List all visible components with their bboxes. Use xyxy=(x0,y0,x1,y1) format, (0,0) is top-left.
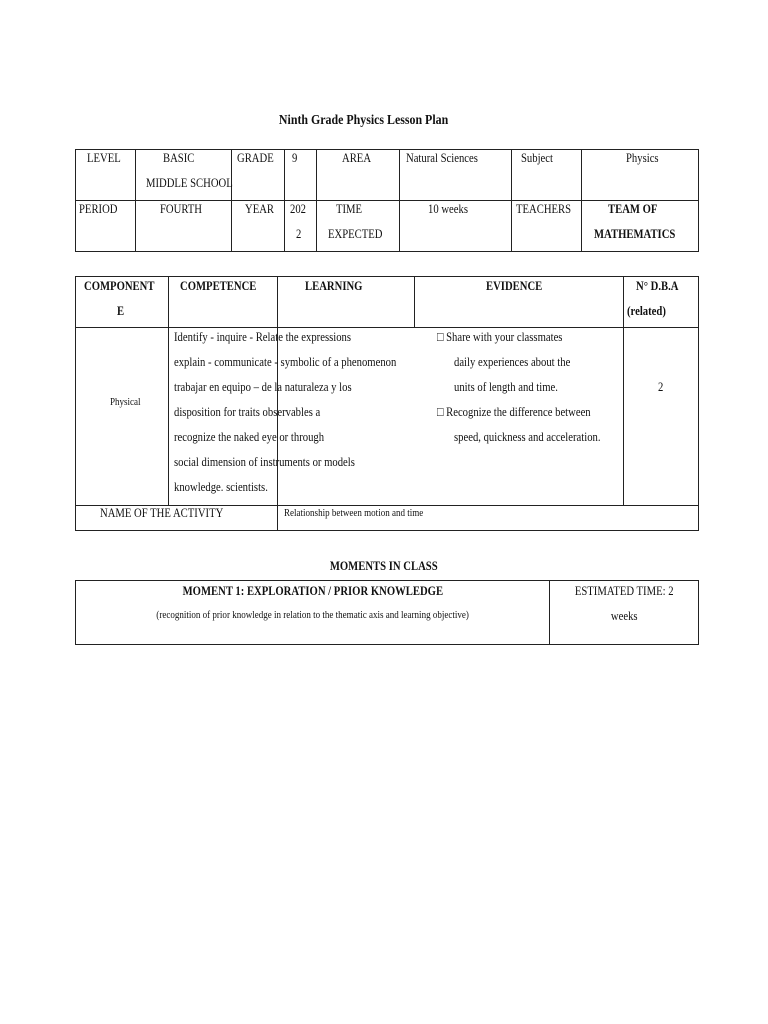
page-title-text: Ninth Grade Physics Lesson Plan xyxy=(279,113,449,128)
competence-line: recognize the naked eye or through xyxy=(174,429,325,444)
evidence-line: daily experiences about the xyxy=(454,354,571,369)
page-title xyxy=(0,111,768,129)
estimated-time-line1: ESTIMATED TIME: 2 xyxy=(575,583,674,598)
year-value-line2: 2 xyxy=(296,226,302,241)
grade-value: 9 xyxy=(292,150,298,165)
competence-line: disposition for traits observables a xyxy=(174,404,321,419)
component-value: Physical xyxy=(110,396,141,408)
evidence-line: speed, quickness and acceleration. xyxy=(454,429,601,444)
component-header-line1: COMPONENT xyxy=(84,278,155,293)
evidence-line: units of length and time. xyxy=(454,379,558,394)
subject-value: Physics xyxy=(626,150,659,165)
dba-header-line2: (related) xyxy=(627,303,666,318)
competence-line: social dimension of instruments or models xyxy=(174,454,355,469)
competence-line: explain - communicate - symbolic of a phenomenon xyxy=(174,354,397,369)
teachers-value-line2: MATHEMATICS xyxy=(594,226,676,241)
activity-value: Relationship between motion and time xyxy=(284,507,424,519)
competence-header: COMPETENCE xyxy=(180,278,257,293)
competence-line: Identify - inquire - Relate the expressions xyxy=(174,329,352,344)
teachers-label: TEACHERS xyxy=(516,201,572,216)
subject-label: Subject xyxy=(521,150,553,165)
time-value: 10 weeks xyxy=(428,201,468,216)
evidence-line: □ Recognize the difference between xyxy=(437,404,591,419)
area-label: AREA xyxy=(342,150,372,165)
competence-line: knowledge. scientists. xyxy=(174,479,268,494)
year-label: YEAR xyxy=(245,201,275,216)
moments-heading xyxy=(0,553,768,578)
evidence-text xyxy=(437,324,633,449)
moment-1-title: MOMENT 1: EXPLORATION / PRIOR KNOWLEDGE xyxy=(182,583,443,598)
dba-header-line1: N° D.B.A xyxy=(636,278,679,293)
moment-1-desc-wrap xyxy=(76,603,549,628)
period-label: PERIOD xyxy=(79,201,118,216)
estimated-time-line2: weeks xyxy=(611,608,638,623)
moment-1-title-wrap xyxy=(76,578,549,603)
estimated-time-line1-wrap xyxy=(550,578,699,603)
period-value: FOURTH xyxy=(160,201,203,216)
estimated-time-line2-wrap xyxy=(550,603,699,628)
evidence-header: EVIDENCE xyxy=(486,278,543,293)
competence-line: trabajar en equipo – de la naturaleza y los xyxy=(174,379,352,394)
moment-1-desc: (recognition of prior knowledge in relation to the thematic axis and learning objective) xyxy=(156,609,469,621)
evidence-line: □ Share with your classmates xyxy=(437,329,563,344)
level-value-line1: BASIC xyxy=(163,150,195,165)
dba-value: 2 xyxy=(658,379,664,394)
time-label-line2: EXPECTED xyxy=(328,226,383,241)
area-value: Natural Sciences xyxy=(406,150,478,165)
time-label-line1: TIME xyxy=(336,201,363,216)
teachers-value-line1: TEAM OF xyxy=(608,201,658,216)
moments-heading-text: MOMENTS IN CLASS xyxy=(330,558,438,573)
activity-label: NAME OF THE ACTIVITY xyxy=(100,505,224,520)
level-label: LEVEL xyxy=(87,150,121,165)
component-header-line2: E xyxy=(117,303,125,318)
competence-learning-text xyxy=(174,324,445,499)
year-value-line1: 202 xyxy=(290,201,306,216)
level-value-line2: MIDDLE SCHOOL xyxy=(146,175,233,190)
grade-label: GRADE xyxy=(237,150,274,165)
learning-header: LEARNING xyxy=(305,278,363,293)
